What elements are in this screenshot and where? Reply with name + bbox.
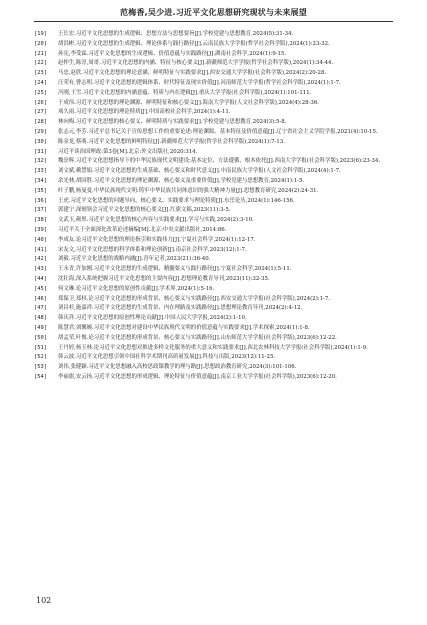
reference-item xyxy=(34,148,397,156)
reference-text: 胡洪彬.习近平文化思想的生成逻辑、理论体系与践行路径[J].云南民族大学学报(哲学社会科学版),2024(1):23-32. xyxy=(58,40,330,47)
reference-text: 习近平谈治国理政:第3卷[M].北京:外文出版社,2020:314. xyxy=(58,148,198,155)
reference-text: 刘毅.习近平文化思想的战略内涵[J].青年记者,2023(21):36-40. xyxy=(58,256,211,263)
reference-item xyxy=(34,59,397,67)
reference-number: [19] xyxy=(34,31,47,37)
reference-item xyxy=(34,69,397,77)
reference-number: [40] xyxy=(34,236,47,243)
reference-number: [37] xyxy=(34,207,47,214)
reference-text: 于成伟.习近平文化思想的理论渊源、鲜明特征和核心要义[J].海南大学学报(人文社会科学版),2024(4):28-36. xyxy=(58,99,319,106)
reference-item xyxy=(34,216,397,224)
reference-item xyxy=(34,89,397,97)
reference-item xyxy=(34,373,397,381)
reference-item xyxy=(34,324,397,332)
reference-text: 王长宏.习近平文化思想的生成逻辑、思想方法与思想要旨[J].学校党建与思想教育,2024(5):31-34. xyxy=(58,31,294,37)
reference-text: 韩庆祥.习近平文化思想的原创性理论贡献[J].中国人民大学学报,2024(2):1-10. xyxy=(58,315,247,322)
reference-text: 韩云波.习近平文化思想引领中国社科学术期刊高质量发展[J].科技与出版,2023(12):11-25. xyxy=(58,354,276,361)
reference-number: [54] xyxy=(34,373,47,380)
reference-item xyxy=(34,108,397,116)
reference-item xyxy=(34,30,397,38)
reference-text: 王永青,许加刚.习近平文化思想的生成逻辑、精髓要义与践行路径[J].宁夏社会科学,2024(1):5-11. xyxy=(58,266,292,273)
reference-text: 沈壮海,深入系统把握习近平文化思想的主要内容[J].思想理论教育导刊,2023(11):32-35. xyxy=(58,275,270,282)
reference-item xyxy=(34,265,397,273)
reference-item xyxy=(34,363,397,371)
reference-text: 赵仲生,陈淳,周哥.习近平文化思想的内涵、特征与核心要义[J].新疆师范大学学报(哲学社会科学版),2024(1):34-44. xyxy=(58,60,334,67)
reference-text: 陈慧君,刘馨婉.习近平文化思想对建设中华民族现代文明的价值意蕴与实践要求[J].学术探索,2024(1):1-8. xyxy=(58,324,310,331)
reference-text: 郭建宁.深刻领会习近平文化思想的核心要义[J].红旗文稿,2023(11):3-5. xyxy=(58,207,231,214)
reference-text: 孙宪,李受霖.习近平文化思想的生成逻辑、价值意蕴与实践路径[J].湖南社会科学,2024(1):9-15. xyxy=(58,50,287,57)
reference-number: [50] xyxy=(34,334,47,341)
reference-number: [38] xyxy=(34,217,47,224)
reference-item xyxy=(34,50,397,58)
reference-number: [52] xyxy=(34,354,47,361)
reference-number: [53] xyxy=(34,364,47,371)
reference-item xyxy=(34,118,397,126)
reference-number: [39] xyxy=(34,226,47,233)
reference-item xyxy=(34,177,397,185)
reference-text: 余光林,胡国胜.习近平文化思想的理论渊源、核心要义及重要价值[J].学校党建与思想教育,2024(1):1-5. xyxy=(58,177,305,184)
reference-text: 马忠,赵欣.习近平文化思想的理论意涵、鲜明特征与实践要求[J].西安交通大学学报(社会科学版),2024(2):20-28. xyxy=(58,70,327,77)
reference-text: 刘伟,张健颖.习近平文化思想融入高校思政课教学的理与路[J].思想政治教育研究,2024(3):101-106. xyxy=(58,364,297,371)
reference-text: 刘文斌,赖慧娟.习近平文化思想的生成基础、核心要义和时代意义[J].中南民族大学学报(人文社会科学版),2024(4):1-7. xyxy=(58,168,341,175)
reference-number: [20] xyxy=(34,40,47,47)
reference-number: [41] xyxy=(34,246,47,253)
reference-item xyxy=(34,138,397,146)
reference-item xyxy=(34,314,397,322)
reference-item xyxy=(34,187,397,195)
reference-number: [24] xyxy=(34,79,47,86)
reference-text: 项久雨.习近平文化思想的理论特质[J].中国高校社会科学,2024(1):4-11. xyxy=(58,109,231,116)
reference-number: [45] xyxy=(34,285,47,292)
reference-item xyxy=(34,157,397,165)
reference-number: [36] xyxy=(34,197,47,204)
reference-text: 宋友文,习近平文化思想的科学体系和理论创新[J].南京社会科学,2023(12):1-7. xyxy=(58,246,247,253)
reference-item xyxy=(34,226,397,234)
reference-item xyxy=(34,275,397,283)
reference-text: 习近平关于全面深化改革论述摘编[M].北京:中央文献出版社,2014:86. xyxy=(58,226,227,233)
reference-item xyxy=(34,197,397,205)
reference-number: [30] xyxy=(34,138,47,145)
reference-number: [34] xyxy=(34,177,47,184)
reference-item xyxy=(34,344,397,352)
reference-item xyxy=(34,206,397,214)
reference-text: 张志元,李芳.习近平总书记关于宣传思想工作的重要论述:理论渊源、基本特征及价值意蕴[J].辽宁省社会主义学院学报,2021(4):10-15. xyxy=(58,128,378,135)
reference-number: [28] xyxy=(34,119,47,126)
reference-text: 王丹婷,杨玉林.论习近平文化思想对推进多样文化服务的重大意义和实践要求[J].西北农林科技大学学报(社会科学版),2024(1):1-9. xyxy=(58,344,368,351)
reference-text: 何文琳.论习近平文化思想的原创性贡献[J].学术界,2024(1):5-16. xyxy=(58,285,215,292)
reference-text: 叶子鹏,杨曼曼.中华民族现代文明:铸牢中华民族共同体意识的强大精神力量[J].思想教育研究,2024(2):24-31. xyxy=(58,187,319,194)
reference-list xyxy=(34,30,397,383)
reference-number: [27] xyxy=(34,109,47,116)
reference-number: [21] xyxy=(34,50,47,57)
running-header: 范梅香,吴少进.习近平文化思想研究现状与未来展望 xyxy=(120,8,307,17)
reference-item xyxy=(34,236,397,244)
reference-number: [25] xyxy=(34,89,47,96)
reference-number: [48] xyxy=(34,315,47,322)
reference-item xyxy=(34,353,397,361)
reference-number: [29] xyxy=(34,128,47,135)
reference-item xyxy=(34,334,397,342)
reference-text: 林向梅.习近平文化思想的核心要义、鲜明特质与实践要求[J].学校党建与思想教育,2024(3):5-8. xyxy=(58,119,287,126)
reference-text: 胡孟荣,叶俊.论习近平文化思想的形成背景、核心要义与实践路径[J].山东师范大学学报(社会科学版),2023(6):12-22. xyxy=(58,334,337,341)
reference-item xyxy=(34,79,397,87)
header-rule xyxy=(34,21,393,22)
reference-number: [43] xyxy=(34,266,47,273)
reference-number: [44] xyxy=(34,275,47,282)
reference-text: 冯刚,王雪.习近平文化思想的内涵意蕴、特质与内在逻辑[J].重庆大学学报(社会科学版),2024(1):101-111. xyxy=(58,89,312,96)
reference-text: 魏崇辉.习近平文化思想指导下的中华民族现代文明建设:基本定位、方法遵循、根本依托[J].西南大学学报(社会科学版),2023(6):23-34. xyxy=(58,158,381,165)
reference-number: [32] xyxy=(34,158,47,165)
reference-number: [26] xyxy=(34,99,47,106)
reference-text: 汪荣有,曹志明.习近平文化思想的逻辑体系、时代特征及现实价值[J].河南师范大学学报(哲学社会科学版),2024(1):1-7. xyxy=(58,79,341,86)
reference-number: [31] xyxy=(34,148,47,155)
reference-number: [22] xyxy=(34,60,47,67)
reference-number: [51] xyxy=(34,344,47,351)
reference-item xyxy=(34,167,397,175)
reference-text: 郑保卫,郑权.论习近平文化思想的形成背景、核心要义与实践路径[J].西安交通大学学报(社会科学版),2024(2):1-7. xyxy=(58,295,331,302)
reference-text: 刘昌杉,施嘉祥.习近平文化思想的生成背景、内在理路及实践路径[J].思想理论教育导刊,2024(2):4-12. xyxy=(58,305,303,312)
reference-item xyxy=(34,99,397,107)
reference-text: 王虎.习近平文化思想的问题导向、核心要义、实践要求与理论特质[J].东岳论丛,2024(1):146-156. xyxy=(58,197,295,204)
reference-number: [23] xyxy=(34,70,47,77)
reference-item xyxy=(34,246,397,254)
reference-number: [35] xyxy=(34,187,47,194)
reference-text: 李丽旗,安云扬.习近平文化思想的形成逻辑、理论特征与价值意蕴[J].南京工业大学学报(社会科学版),2023(6):12-20. xyxy=(58,373,337,380)
reference-number: [33] xyxy=(34,168,47,175)
reference-item xyxy=(34,255,397,263)
reference-number: [42] xyxy=(34,256,47,263)
reference-item xyxy=(34,285,397,293)
reference-item xyxy=(34,295,397,303)
reference-number: [47] xyxy=(34,305,47,312)
reference-item xyxy=(34,40,397,48)
reference-text: 文武玉,颜彤.习近平文化思想的核心内容与实践要求[J].学习与实践,2024(2):3-10. xyxy=(58,217,254,224)
reference-number: [46] xyxy=(34,295,47,302)
reference-text: 陈金龙,蔡萌.习近平文化思想的鲜明特征[J].新疆师范大学学报(哲学社会科学版),2024(1):7-13. xyxy=(58,138,285,145)
reference-item xyxy=(34,128,397,136)
reference-number: [49] xyxy=(34,324,47,331)
reference-text: 李成友.论习近平文化思想的理论指引和实践伟力[J].宁夏社会科学,2024(1):12-17. xyxy=(58,236,256,243)
page-number: 102 xyxy=(36,596,52,605)
reference-item xyxy=(34,304,397,312)
